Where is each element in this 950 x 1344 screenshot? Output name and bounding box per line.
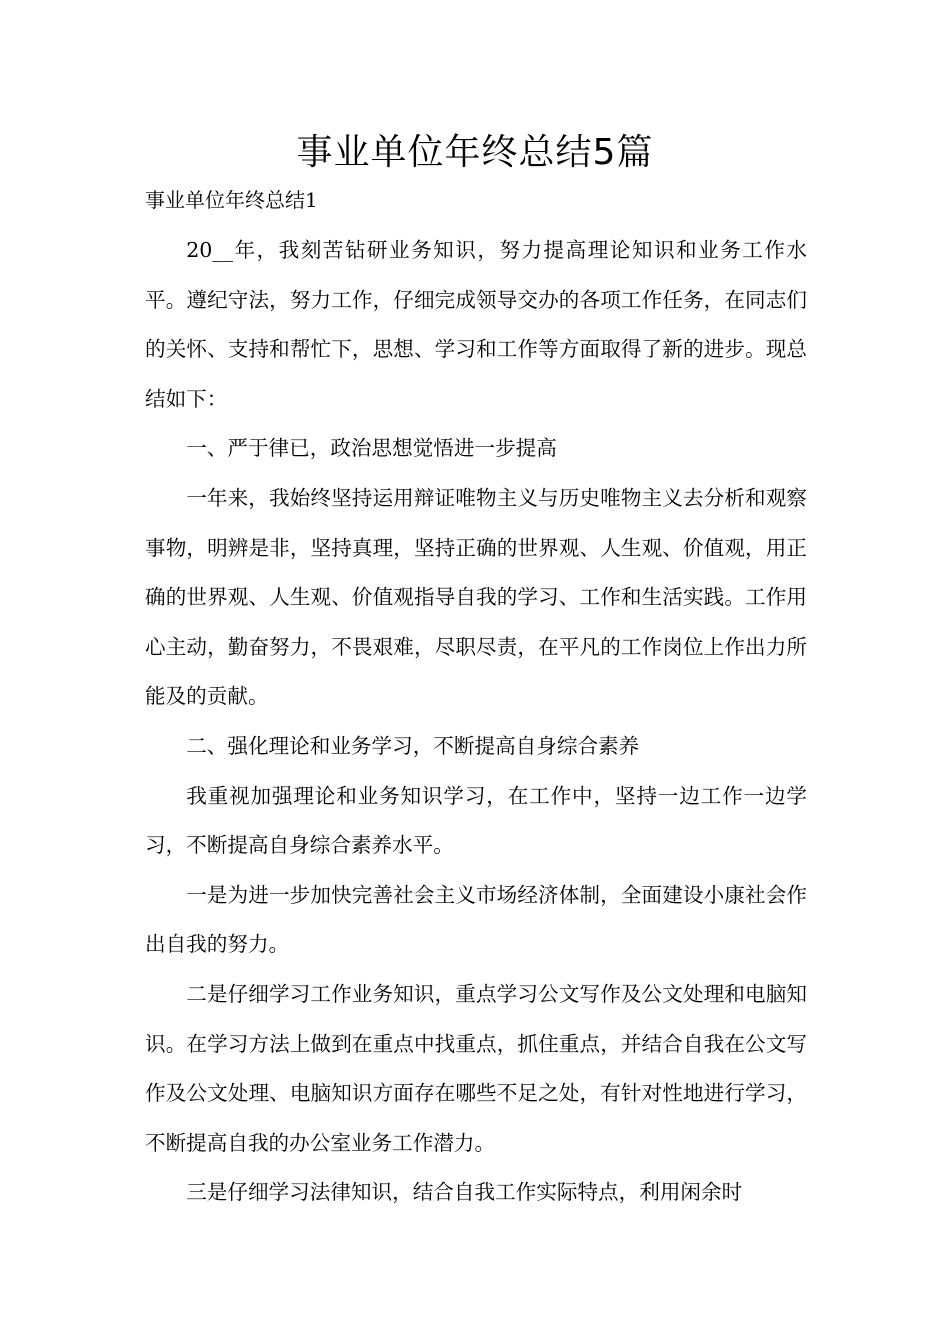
paragraph-study: 我重视加强理论和业务知识学习，在工作中，坚持一边工作一边学习，不断提高自身综合素养水平。 — [145, 783, 807, 858]
paragraph-point-two: 二是仔细学习工作业务知识，重点学习公文写作及公文处理和电脑知识。在学习方法上做到在重点中找重点，抓住重点，并结合自我在公文写作及公文处理、电脑知识方面存在哪些不足之处，有针对性地进行学习，不断提高自我的办公室业务工作潜力。 — [145, 981, 807, 1155]
paragraph-point-one: 一是为进一步加快完善社会主义市场经济体制，全面建设小康社会作出自我的努力。 — [145, 882, 807, 957]
subheading-study: 二、强化理论和业务学习，不断提高自身综合素养 — [186, 733, 640, 758]
document-body — [145, 226, 807, 1218]
paragraph-politics: 一年来，我始终坚持运用辩证唯物主义与历史唯物主义去分析和观察事物，明辨是非，坚持真理，坚持正确的世界观、人生观、价值观，用正确的世界观、人生观、价值观指导自我的学习、工作和生活实践。工作用心主动，勤奋努力，不畏艰难，尽职尽责，在平凡的工作岗位上作出力所能及的贡献。 — [145, 485, 807, 709]
document-title: 事业单位年终总结5篇 — [296, 132, 654, 173]
paragraph-point-three: 三是仔细学习法律知识，结合自我工作实际特点，利用闲余时 — [186, 1180, 743, 1205]
section-heading: 事业单位年终总结1 — [145, 188, 318, 212]
paragraph-intro: 20__年，我刻苦钻研业务知识，努力提高理论知识和业务工作水平。遵纪守法，努力工作，仔细完成领导交办的各项工作任务，在同志们的关怀、支持和帮忙下，思想、学习和工作等方面取得了新的进步。现总结如下： — [145, 238, 807, 411]
subheading-politics: 一、严于律已，政治思想觉悟进一步提高 — [186, 436, 557, 461]
